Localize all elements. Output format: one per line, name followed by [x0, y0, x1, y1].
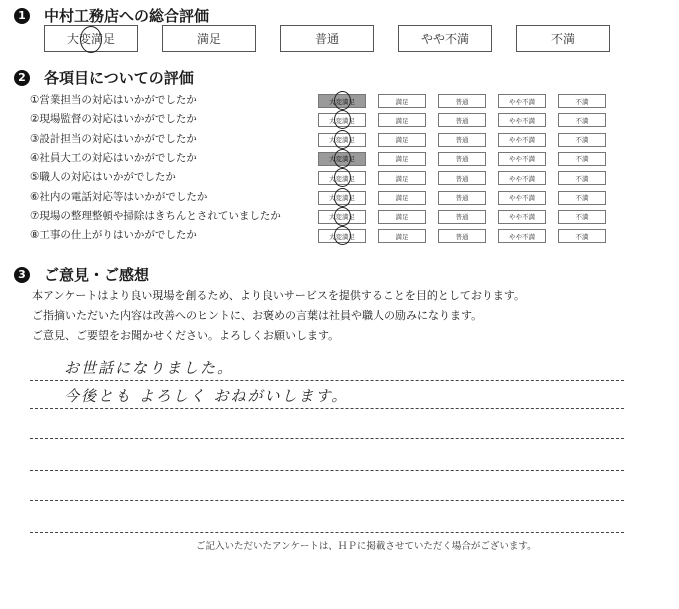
item-option-neutral[interactable]: 普通	[438, 133, 486, 147]
item-option-very-satisfied[interactable]: 大変満足	[318, 191, 366, 205]
item-option-very-satisfied[interactable]: 大変満足	[318, 171, 366, 185]
handwritten-comment: 今後とも よろしく おねがいします。	[64, 387, 349, 405]
item-option-neutral[interactable]: 普通	[438, 94, 486, 108]
comment-line	[30, 380, 624, 381]
item-option-satisfied[interactable]: 満足	[378, 94, 426, 108]
item-option-very-satisfied[interactable]: 大変満足	[318, 152, 366, 166]
item-option-neutral[interactable]: 普通	[438, 171, 486, 185]
section-2-heading	[14, 67, 194, 88]
overall-option-dissatisfied[interactable]: 不満	[516, 25, 610, 52]
item-row	[30, 150, 620, 167]
item-question: ①営業担当の対応はいかがでしたか	[30, 94, 197, 106]
item-row	[30, 131, 620, 148]
item-option-neutral[interactable]: 普通	[438, 113, 486, 127]
item-row	[30, 111, 620, 128]
intro-paragraph-line: ご意見、ご要望をお聞かせください。よろしくお願いします。	[32, 329, 340, 342]
item-question: ④社員大工の対応はいかがでしたか	[30, 151, 197, 164]
comment-line	[30, 500, 624, 501]
section-number-badge: 2	[14, 70, 30, 86]
comment-line	[30, 408, 624, 409]
item-option-somewhat-dissatisfied[interactable]: やや不満	[498, 152, 546, 166]
comment-line	[30, 438, 624, 439]
item-option-satisfied[interactable]: 満足	[378, 133, 426, 147]
item-option-satisfied[interactable]: 満足	[378, 229, 426, 243]
footer-note: ご記入いただいたアンケートは、ＨＰに掲載させていただく場合がございます。	[196, 541, 537, 552]
item-row	[30, 169, 620, 186]
section-3-heading	[14, 264, 149, 285]
item-option-somewhat-dissatisfied[interactable]: やや不満	[498, 229, 546, 243]
item-question: ⑦現場の整理整頓や掃除はきちんとされていましたか	[30, 209, 281, 222]
item-option-very-satisfied[interactable]: 大変満足	[318, 229, 366, 243]
item-option-very-satisfied[interactable]: 大変満足	[318, 133, 366, 147]
item-option-somewhat-dissatisfied[interactable]: やや不満	[498, 171, 546, 185]
item-option-dissatisfied[interactable]: 不満	[558, 133, 606, 147]
item-row	[30, 92, 620, 109]
comment-line	[30, 470, 624, 471]
section-number-badge: 3	[14, 267, 30, 283]
item-question: ⑥社内の電話対応等はいかがでしたか	[30, 190, 208, 203]
item-question: ⑧工事の仕上がりはいかがでしたか	[30, 229, 197, 242]
item-option-dissatisfied[interactable]: 不満	[558, 152, 606, 166]
item-row	[30, 227, 620, 244]
item-option-dissatisfied[interactable]: 不満	[558, 210, 606, 224]
section-1-heading	[14, 5, 209, 26]
section-3-title: ご意見・ご感想	[44, 266, 150, 284]
item-option-dissatisfied[interactable]: 不満	[558, 113, 606, 127]
intro-paragraph-line: 本アンケートはより良い現場を創るため、より良いサービスを提供することを目的としております。	[32, 289, 526, 302]
intro-paragraph-line: ご指摘いただいた内容は改善へのヒントに、お褒めの言葉は社員や職人の励みになります。	[32, 309, 483, 322]
item-option-dissatisfied[interactable]: 不満	[558, 171, 606, 185]
section-1-title: 中村工務店への総合評価	[44, 7, 210, 25]
item-option-very-satisfied[interactable]: 大変満足	[318, 94, 366, 108]
item-option-satisfied[interactable]: 満足	[378, 113, 426, 127]
item-option-very-satisfied[interactable]: 大変満足	[318, 113, 366, 127]
item-option-neutral[interactable]: 普通	[438, 152, 486, 166]
item-option-somewhat-dissatisfied[interactable]: やや不満	[498, 113, 546, 127]
overall-option-satisfied[interactable]: 満足	[162, 25, 256, 52]
item-option-neutral[interactable]: 普通	[438, 210, 486, 224]
overall-option-somewhat-dissatisfied[interactable]: やや不満	[398, 25, 492, 52]
item-option-somewhat-dissatisfied[interactable]: やや不満	[498, 191, 546, 205]
item-question: ②現場監督の対応はいかがでしたか	[30, 113, 197, 126]
comment-line	[30, 532, 624, 533]
item-option-somewhat-dissatisfied[interactable]: やや不満	[498, 133, 546, 147]
section-2-title: 各項目についての評価	[44, 69, 194, 87]
overall-rating-options	[44, 25, 610, 52]
item-option-dissatisfied[interactable]: 不満	[558, 229, 606, 243]
item-option-satisfied[interactable]: 満足	[378, 210, 426, 224]
item-option-somewhat-dissatisfied[interactable]: やや不満	[498, 94, 546, 108]
item-option-dissatisfied[interactable]: 不満	[558, 191, 606, 205]
item-option-satisfied[interactable]: 満足	[378, 171, 426, 185]
item-question: ⑤職人の対応はいかがでしたか	[30, 171, 176, 184]
item-option-somewhat-dissatisfied[interactable]: やや不満	[498, 210, 546, 224]
item-option-neutral[interactable]: 普通	[438, 191, 486, 205]
item-option-very-satisfied[interactable]: 大変満足	[318, 210, 366, 224]
section-number-badge: 1	[14, 8, 30, 24]
item-question: ③設計担当の対応はいかがでしたか	[30, 132, 197, 145]
item-option-dissatisfied[interactable]: 不満	[558, 94, 606, 108]
item-row	[30, 189, 620, 206]
item-option-neutral[interactable]: 普通	[438, 229, 486, 243]
item-option-satisfied[interactable]: 満足	[378, 191, 426, 205]
handwritten-comment: お世話になりました。	[64, 359, 235, 377]
overall-option-neutral[interactable]: 普通	[280, 25, 374, 52]
item-option-satisfied[interactable]: 満足	[378, 152, 426, 166]
item-row	[30, 208, 620, 225]
overall-option-very-satisfied[interactable]: 大変満足	[44, 25, 138, 52]
